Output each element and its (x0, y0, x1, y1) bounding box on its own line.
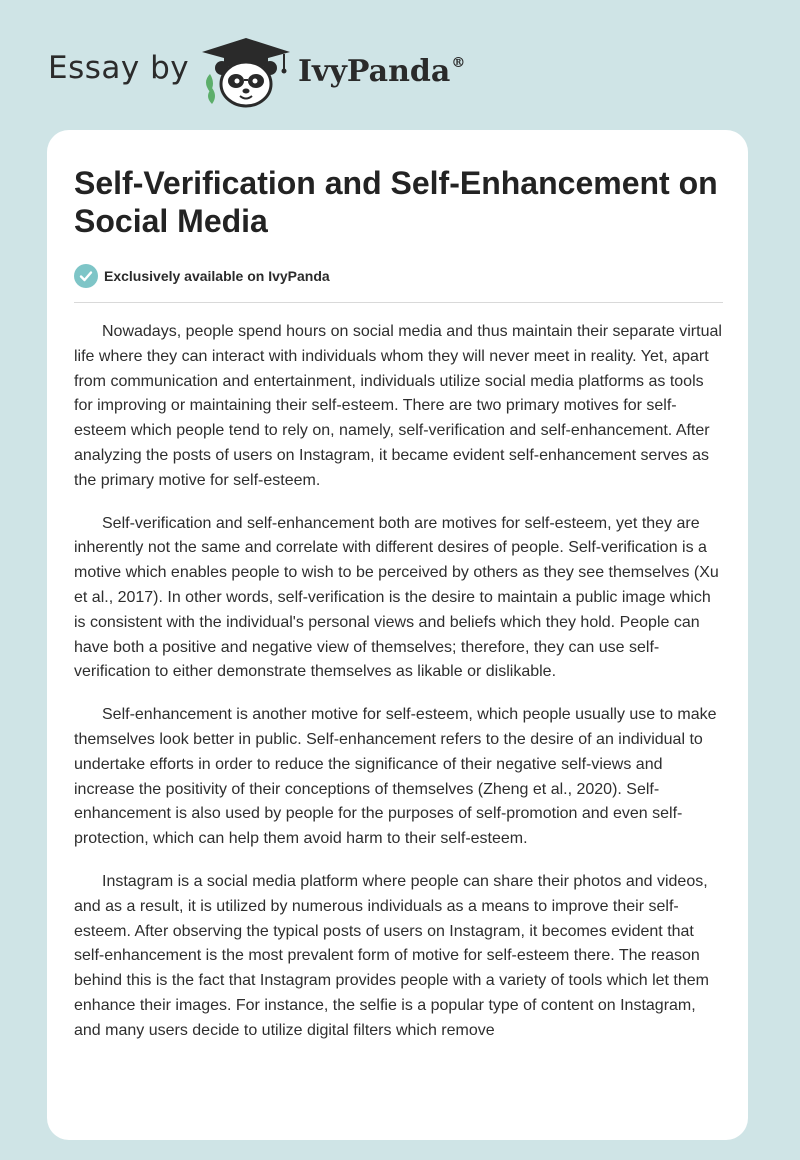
exclusive-badge (74, 264, 330, 288)
exclusive-badge-label: Exclusively available on IvyPanda (104, 268, 330, 284)
essay-body (74, 320, 724, 1062)
site-header (0, 0, 800, 130)
page-title: Self-Verification and Self-Enhancement on Social Media (74, 165, 718, 239)
essay-by-label: Essay by (48, 50, 190, 86)
paragraph: Self-verification and self-enhancement both are motives for self-esteem, yet they are inherently not the same and correlate with different desires of people. Self-verification is a motive which enables people to wish to be perceived by others as they see themselves (Xu et al., 2017). In other words, self-verification is the desire to maintain a public image which is consistent with the individual's personal views and beliefs which they hold. People can have both a positive and negative view of themselves; therefore, they can use self-verification to either demonstrate themselves as likable or dislikable. (74, 514, 719, 681)
check-circle-icon (74, 264, 98, 288)
paragraph: Instagram is a social media platform where people can share their photos and videos, and as a result, it is utilized by numerous individuals as a means to improve their self-esteem. After observing the typical posts of users on Instagram, it becomes evident that self-enhancement is the most prevalent form of motive for self-esteem there. The reason behind this is the fact that Instagram provides people with a variety of tools which let them enhance their images. For instance, the selfie is a popular type of content on Instagram, and many users decide to utilize digital filters which remove (74, 872, 709, 1039)
divider (74, 302, 723, 303)
paragraph: Self-enhancement is another motive for self-esteem, which people usually use to make themselves look better in public. Self-enhancement refers to the desire of an individual to undertake efforts in order to reduce the significance of their negative self-views and increase the positivity of their conceptions of themselves (Zheng et al., 2020). Self-enhancement is also used by people for the purposes of self-promotion and even self-protection, which can help them avoid harm to their self-esteem. (74, 706, 717, 848)
trademark-symbol: ® (451, 55, 466, 71)
essay-card (47, 130, 748, 1140)
paragraph: Nowadays, people spend hours on social media and thus maintain their separate virtual life where they can interact with individuals whom they will never meet in reality. Yet, apart from communication and entertainment, individuals utilize social media platforms as tools for improving or maintaining their self-esteem. There are two primary motives for self-esteem which people tend to rely on, namely, self-verification and self-enhancement. After analyzing the posts of users on Instagram, it became evident self-enhancement serves as the primary motive for self-esteem. (74, 323, 722, 489)
panda-logo-icon[interactable] (200, 34, 292, 110)
brand-name[interactable]: IvyPanda® (298, 54, 466, 89)
